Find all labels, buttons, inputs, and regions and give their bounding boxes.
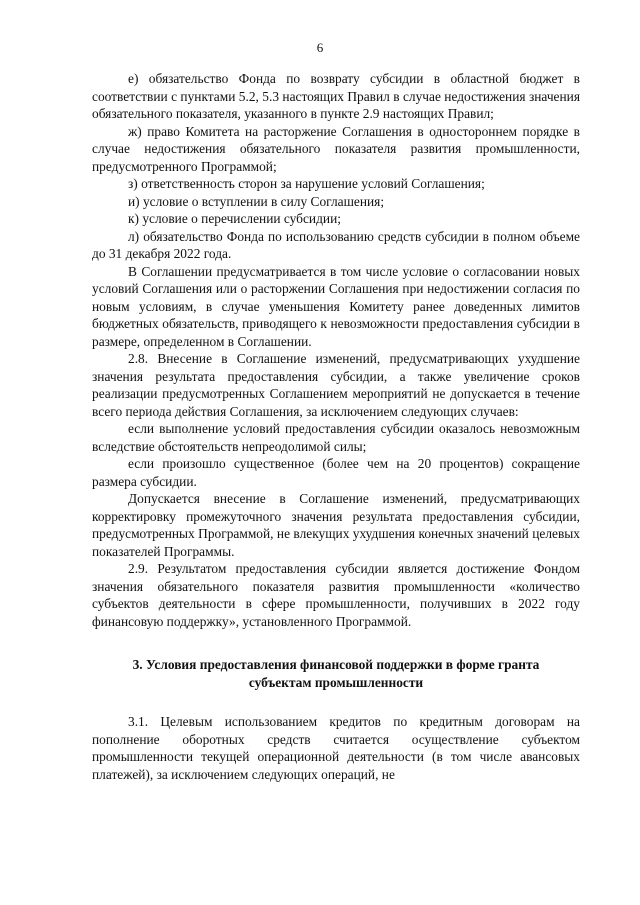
paragraph-i: и) условие о вступлении в силу Соглашения; — [128, 193, 385, 209]
paragraph-2-9: 2.9. Результатом предоставления субсидии является достижение Фондом значения обязательного показателя развития промышленности «количество субъектов деятельности в сфере промышленности, получивших в 2022 году финансовую поддержку», установленного Программой. — [92, 561, 580, 629]
page-number: 6 — [316, 40, 324, 55]
paragraph-e: е) обязательство Фонда по возврату субсидии в областной бюджет в соответствии с пунктами 5.2, 5.3 настоящих Правил в случае недостижения значения обязательного показателя, указанного в пункте 2.9 настоящих Правил; — [92, 71, 580, 121]
paragraph-reduction: если произошло существенное (более чем на 20 процентов) сокращение размера субсидии. — [92, 456, 580, 489]
paragraph-k: к) условие о перечислении субсидии; — [128, 211, 341, 226]
paragraph-zh: ж) право Комитета на расторжение Соглашения в одностороннем порядке в случае недостижения обязательного показателя развития промышленности, предусмотренного Программой; — [92, 123, 580, 174]
document-body — [92, 70, 580, 783]
paragraph-3-1: 3.1. Целевым использованием кредитов по кредитным договорам на пополнение оборотных средств считается осуществление субъектом промышленности текущей операционной деятельности (в том числе авансовых платежей), за исключением следующих операций, не — [92, 714, 580, 782]
paragraph-z: з) ответственность сторон за нарушение условий Соглашения; — [128, 176, 485, 191]
paragraph-allowed-changes: Допускается внесение в Соглашение изменений, предусматривающих корректировку промежуточного значения результата предоставления субсидии, предусмотренных Программой, не влекущих ухудшения конечных значений целевых показателей Программы. — [92, 491, 580, 559]
section-heading: 3. Условия предоставления финансовой поддержки в форме гранта субъектам промышленности — [132, 657, 540, 690]
paragraph-2-8: 2.8. Внесение в Соглашение изменений, предусматривающих ухудшение значения результата предоставления субсидии, а также увеличение сроков реализации предусмотренных Соглашением мероприятий не допускается в течение всего периода действия Соглашения, за исключением следующих случаев: — [92, 351, 580, 419]
paragraph-agreement-terms: В Соглашении предусматривается в том числе условие о согласовании новых условий Соглашения или о расторжении Соглашения при недостижении согласия по новым условиям, в случае уменьшения Комитету ранее доведенных лимитов бюджетных обязательств, приводящего к невозможности предоставления субсидии в размере, определенном в Соглашении. — [92, 263, 580, 349]
paragraph-l: л) обязательство Фонда по использованию средств субсидии в полном объеме до 31 декабря 2022 года. — [92, 228, 580, 261]
paragraph-force-majeure: если выполнение условий предоставления субсидии оказалось невозможным вследствие обстоятельств непреодолимой силы; — [92, 421, 580, 454]
